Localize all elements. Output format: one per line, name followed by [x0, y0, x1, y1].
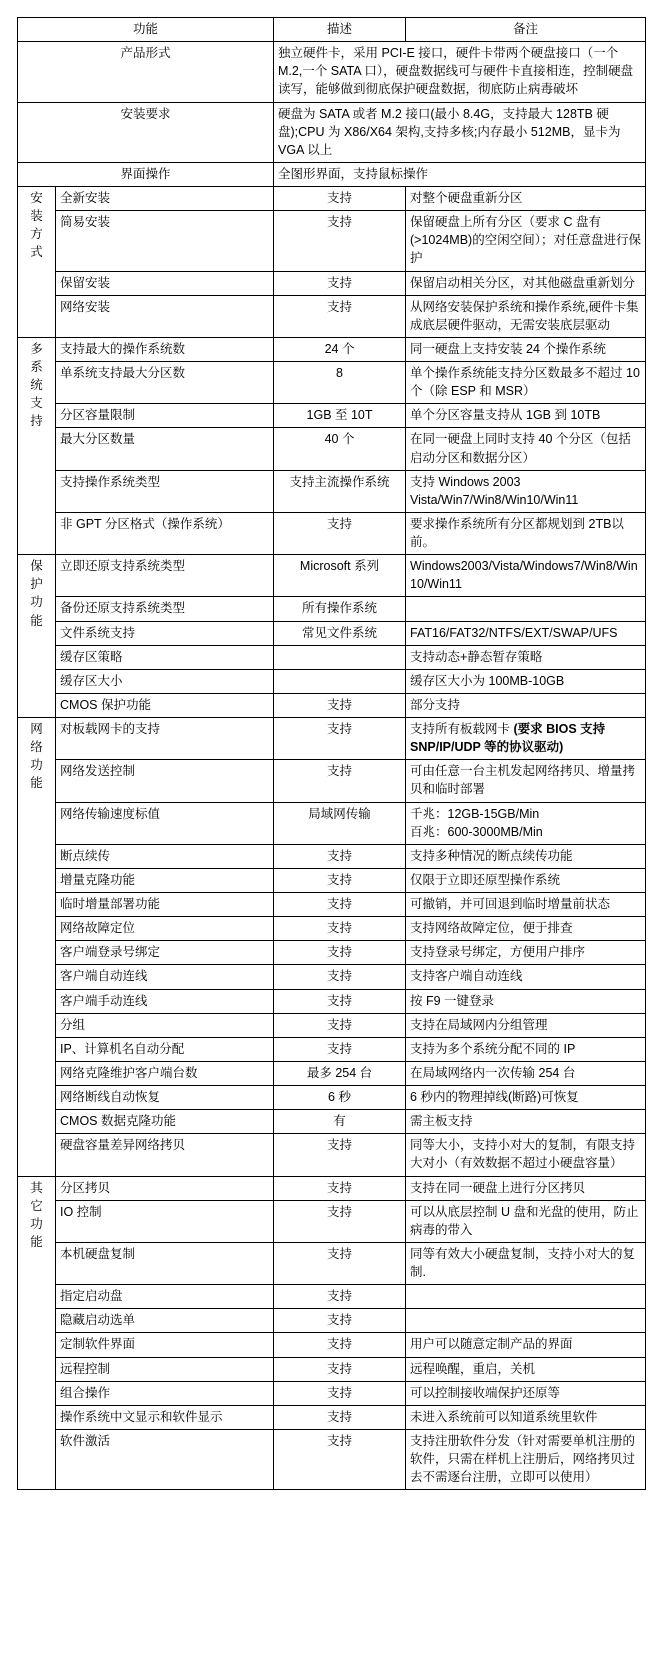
cell-function: 网络克隆维护客户端台数: [56, 1061, 274, 1085]
cell-function: 网络故障定位: [56, 917, 274, 941]
cell-remark: 保留硬盘上所有分区（要求 C 盘有(>1024MB)的空闲空间）；对任意盘进行保护: [406, 211, 646, 271]
cell-description: 支持: [274, 187, 406, 211]
cell-description: 支持: [274, 1333, 406, 1357]
category-vertical-text: [22, 340, 51, 431]
cell-description: 常见文件系统: [274, 621, 406, 645]
cell-function: 简易安装: [56, 211, 274, 271]
cell-remark: 支持登录号绑定，方便用户排序: [406, 941, 646, 965]
category-char: 安: [30, 191, 43, 205]
cell-function: 安装要求: [18, 102, 274, 162]
table-row: [18, 1013, 646, 1037]
cell-remark: 要求操作系统所有分区都规划到 2TB以前。: [406, 512, 646, 554]
table-row: [18, 802, 646, 844]
cell-description: 支持: [274, 512, 406, 554]
table-row: [18, 1405, 646, 1429]
cell-function: 网络安装: [56, 295, 274, 337]
cell-remark: 在同一硬盘上同时支持 40 个分区（包括启动分区和数据分区）: [406, 428, 646, 470]
cell-description: 支持: [274, 1200, 406, 1242]
table-row: [18, 162, 646, 186]
table-row: [18, 1333, 646, 1357]
cell-description: 支持: [274, 844, 406, 868]
cell-function: 备份还原支持系统类型: [56, 597, 274, 621]
cell-function: 硬盘容量差异网络拷贝: [56, 1134, 274, 1176]
table-row: [18, 941, 646, 965]
cell-remark: FAT16/FAT32/NTFS/EXT/SWAP/UFS: [406, 621, 646, 645]
cell-description: 支持: [274, 965, 406, 989]
cell-function: 对板载网卡的支持: [56, 718, 274, 760]
category-char: 网: [30, 722, 43, 736]
cell-description: 支持: [274, 1134, 406, 1176]
cell-description: 支持: [274, 1381, 406, 1405]
cell-description: 24 个: [274, 337, 406, 361]
table-row: [18, 187, 646, 211]
cell-description: 支持: [274, 1242, 406, 1284]
cell-function: 指定启动盘: [56, 1285, 274, 1309]
cell-function: 分组: [56, 1013, 274, 1037]
table-row: [18, 1037, 646, 1061]
cell-function: 增量克隆功能: [56, 868, 274, 892]
cell-remark: 可由任意一台主机发起网络拷贝、增量拷贝和临时部署: [406, 760, 646, 802]
cell-remark: 按 F9 一键登录: [406, 989, 646, 1013]
table-row: [18, 1086, 646, 1110]
cell-description: 支持: [274, 1357, 406, 1381]
table-row: [18, 470, 646, 512]
table-row: [18, 337, 646, 361]
table-row: [18, 1357, 646, 1381]
cell-description: 8: [274, 362, 406, 404]
table-row: [18, 295, 646, 337]
cell-function: IO 控制: [56, 1200, 274, 1242]
category-vertical-text: [22, 720, 51, 793]
cell-description: 局域网传输: [274, 802, 406, 844]
cell-function: 全新安装: [56, 187, 274, 211]
cell-remark: 支持 Windows 2003 Vista/Win7/Win8/Win10/Win11: [406, 470, 646, 512]
cell-function: IP、计算机名自动分配: [56, 1037, 274, 1061]
column-header-description: 描述: [274, 18, 406, 42]
cell-description: 支持主流操作系统: [274, 470, 406, 512]
table-row: [18, 428, 646, 470]
cell-remark: 在局域网络内一次传输 254 台: [406, 1061, 646, 1085]
cell-function: 临时增量部署功能: [56, 893, 274, 917]
cell-description: 支持: [274, 1037, 406, 1061]
table-row: [18, 555, 646, 597]
cell-description: 支持: [274, 989, 406, 1013]
table-row: [18, 989, 646, 1013]
cell-function: 客户端自动连线: [56, 965, 274, 989]
cell-remark: 缓存区大小为 100MB-10GB: [406, 669, 646, 693]
cell-description: 支持: [274, 693, 406, 717]
category-char: 多: [30, 341, 43, 356]
table-row: [18, 1134, 646, 1176]
table-row: [18, 1200, 646, 1242]
cell-function: CMOS 数据克隆功能: [56, 1110, 274, 1134]
table-row: [18, 868, 646, 892]
cell-remark: [406, 1309, 646, 1333]
cell-remark: 仅限于立即还原型操作系统: [406, 868, 646, 892]
cell-description: 支持: [274, 271, 406, 295]
column-header-remark: 备注: [406, 18, 646, 42]
category-char: 功: [30, 595, 43, 610]
cell-function: 网络传输速度标值: [56, 802, 274, 844]
cell-remark: 支持多种情况的断点续传功能: [406, 844, 646, 868]
category-char: 保: [30, 559, 43, 574]
cell-description: [274, 645, 406, 669]
cell-function: 网络断线自动恢复: [56, 1086, 274, 1110]
cell-function: 客户端手动连线: [56, 989, 274, 1013]
cell-function: 操作系统中文显示和软件显示: [56, 1405, 274, 1429]
cell-remark: 对整个硬盘重新分区: [406, 187, 646, 211]
cell-function: 支持操作系统类型: [56, 470, 274, 512]
cell-description: 支持: [274, 1176, 406, 1200]
table-row: [18, 1176, 646, 1200]
category-char: 支: [30, 396, 43, 411]
note-emphasis: (要求 BIOS 支持 SNP/IP/UDP 等的协议驱动): [410, 722, 606, 755]
category-char: 络: [30, 740, 43, 755]
category-char: 持: [30, 414, 43, 429]
cell-function: 分区容量限制: [56, 404, 274, 428]
table-row: [18, 645, 646, 669]
table-row: [18, 1285, 646, 1309]
category-char: 系: [30, 360, 43, 374]
table-body: [18, 18, 646, 1490]
column-header-function: 功能: [18, 18, 274, 42]
cell-remark: 可以从底层控制 U 盘和光盘的使用，防止病毒的带入: [406, 1200, 646, 1242]
category-char: 其: [30, 1180, 43, 1195]
table-row: [18, 362, 646, 404]
table-row: [18, 102, 646, 162]
cell-remark: 从网络安装保护系统和操作系统,硬件卡集成底层硬件驱动，无需安装底层驱动: [406, 295, 646, 337]
cell-description: 支持: [274, 718, 406, 760]
category-label-网络功能: [18, 718, 56, 1177]
cell-remark: 部分支持: [406, 693, 646, 717]
table-row: [18, 917, 646, 941]
cell-remark: 单个分区容量支持从 1GB 到 10TB: [406, 404, 646, 428]
table-row: [18, 693, 646, 717]
cell-function: 软件激活: [56, 1429, 274, 1489]
product-spec-table: [17, 17, 646, 1490]
cell-function: 缓存区策略: [56, 645, 274, 669]
category-char: 功: [30, 1216, 43, 1231]
cell-remark: 需主板支持: [406, 1110, 646, 1134]
cell-remark: 远程唤醒，重启，关机: [406, 1357, 646, 1381]
cell-remark: 支持在同一硬盘上进行分区拷贝: [406, 1176, 646, 1200]
cell-function: 网络发送控制: [56, 760, 274, 802]
table-row: [18, 1381, 646, 1405]
cell-description: [274, 669, 406, 693]
category-char: 能: [30, 776, 43, 791]
cell-remark: 支持动态+静态暂存策略: [406, 645, 646, 669]
cell-remark: 支持在局域网内分组管理: [406, 1013, 646, 1037]
cell-remark: 全图形界面，支持鼠标操作: [274, 162, 646, 186]
category-label-其它功能: [18, 1176, 56, 1490]
cell-remark: 千兆：12GB-15GB/Min 百兆：600-3000MB/Min: [406, 802, 646, 844]
cell-remark: 可以控制接收端保护还原等: [406, 1381, 646, 1405]
table-row: [18, 211, 646, 271]
table-row: [18, 760, 646, 802]
table-row: [18, 404, 646, 428]
category-char: 能: [30, 1234, 43, 1249]
cell-description: 6 秒: [274, 1086, 406, 1110]
cell-function: 缓存区大小: [56, 669, 274, 693]
table-row: [18, 1309, 646, 1333]
cell-function: 定制软件界面: [56, 1333, 274, 1357]
cell-remark: 同一硬盘上支持安装 24 个操作系统: [406, 337, 646, 361]
cell-description: 所有操作系统: [274, 597, 406, 621]
cell-description: 支持: [274, 1309, 406, 1333]
table-row: [18, 621, 646, 645]
cell-description: 支持: [274, 295, 406, 337]
category-char: 方: [30, 227, 43, 242]
cell-remark: 同等大小，支持小对大的复制，有限支持大对小（有效数据不超过小硬盘容量）: [406, 1134, 646, 1176]
cell-description: 支持: [274, 1429, 406, 1489]
cell-function: 产品形式: [18, 42, 274, 102]
cell-remark: [406, 597, 646, 621]
cell-function: 组合操作: [56, 1381, 274, 1405]
cell-remark: 6 秒内的物理掉线(断路)可恢复: [406, 1086, 646, 1110]
cell-remark: 支持注册软件分发（针对需要单机注册的软件，只需在样机上注册后，网络拷贝过去不需逐台注册，立即可以使用）: [406, 1429, 646, 1489]
cell-remark: 支持为多个系统分配不同的 IP: [406, 1037, 646, 1061]
table-row: [18, 1110, 646, 1134]
cell-function: 单系统支持最大分区数: [56, 362, 274, 404]
cell-remark: 保留启动相关分区，对其他磁盘重新划分: [406, 271, 646, 295]
cell-remark: 支持客户端自动连线: [406, 965, 646, 989]
cell-function: CMOS 保护功能: [56, 693, 274, 717]
cell-remark: 同等有效大小硬盘复制，支持小对大的复制.: [406, 1242, 646, 1284]
table-row: [18, 965, 646, 989]
category-char: 它: [30, 1198, 43, 1213]
cell-function: 客户端登录号绑定: [56, 941, 274, 965]
cell-description: 支持: [274, 893, 406, 917]
cell-description: 1GB 至 10T: [274, 404, 406, 428]
cell-function: 文件系统支持: [56, 621, 274, 645]
cell-description: Microsoft 系列: [274, 555, 406, 597]
cell-description: 支持: [274, 211, 406, 271]
table-row: [18, 669, 646, 693]
category-char: 能: [30, 613, 43, 628]
category-char: 统: [30, 378, 43, 393]
cell-description: 有: [274, 1110, 406, 1134]
cell-function: 分区拷贝: [56, 1176, 274, 1200]
cell-function: 保留安装: [56, 271, 274, 295]
category-vertical-text: [22, 189, 51, 262]
category-label-安装方式: [18, 187, 56, 338]
cell-description: 支持: [274, 1405, 406, 1429]
category-label-保护功能: [18, 555, 56, 718]
category-char: 式: [30, 245, 43, 260]
cell-function: 远程控制: [56, 1357, 274, 1381]
table-row: [18, 512, 646, 554]
cell-remark: 支持网络故障定位，便于排查: [406, 917, 646, 941]
cell-remark: 支持所有板载网卡 (要求 BIOS 支持 SNP/IP/UDP 等的协议驱动): [406, 718, 646, 760]
cell-description: 支持: [274, 917, 406, 941]
table-row: [18, 893, 646, 917]
cell-remark: 未进入系统前可以知道系统里软件: [406, 1405, 646, 1429]
table-row: [18, 1061, 646, 1085]
cell-description: 支持: [274, 760, 406, 802]
category-char: 装: [30, 209, 43, 224]
cell-function: 支持最大的操作系统数: [56, 337, 274, 361]
cell-function: 断点续传: [56, 844, 274, 868]
category-label-多系统支持: [18, 337, 56, 554]
cell-description: 支持: [274, 1285, 406, 1309]
cell-function: 本机硬盘复制: [56, 1242, 274, 1284]
table-row: [18, 271, 646, 295]
cell-description: 支持: [274, 868, 406, 892]
cell-description: 支持: [274, 941, 406, 965]
table-header-row: [18, 18, 646, 42]
table-row: [18, 844, 646, 868]
table-row: [18, 1242, 646, 1284]
cell-function: 非 GPT 分区格式（操作系统）: [56, 512, 274, 554]
table-row: [18, 597, 646, 621]
category-vertical-text: [22, 1179, 51, 1252]
category-char: 护: [30, 577, 43, 592]
cell-remark: 独立硬件卡，采用 PCI-E 接口，硬件卡带两个硬盘接口（一个 M.2,一个 SATA 口），硬盘数据线可与硬件卡直接相连，控制硬盘读写，能够做到彻底保护硬盘数据，彻底防止病毒破坏: [274, 42, 646, 102]
cell-description: 40 个: [274, 428, 406, 470]
table-row: [18, 42, 646, 102]
category-vertical-text: [22, 557, 51, 630]
cell-function: 界面操作: [18, 162, 274, 186]
cell-remark: Windows2003/Vista/Windows7/Win8/Win10/Win11: [406, 555, 646, 597]
cell-remark: 可撤销，并可回退到临时增量前状态: [406, 893, 646, 917]
cell-function: 隐藏启动选单: [56, 1309, 274, 1333]
cell-description: 最多 254 台: [274, 1061, 406, 1085]
cell-description: 支持: [274, 1013, 406, 1037]
cell-remark: 单个操作系统能支持分区数最多不超过 10 个（除 ESP 和 MSR）: [406, 362, 646, 404]
cell-remark: [406, 1285, 646, 1309]
cell-remark: 硬盘为 SATA 或者 M.2 接口(最小 8.4G，支持最大 128TB 硬盘);CPU 为 X86/X64 架构,支持多核;内存最小 512MB，显卡为 VGA 以上: [274, 102, 646, 162]
category-char: 功: [30, 758, 43, 773]
table-row: [18, 718, 646, 760]
cell-function: 立即还原支持系统类型: [56, 555, 274, 597]
cell-function: 最大分区数量: [56, 428, 274, 470]
table-row: [18, 1429, 646, 1489]
cell-remark: 用户可以随意定制产品的界面: [406, 1333, 646, 1357]
